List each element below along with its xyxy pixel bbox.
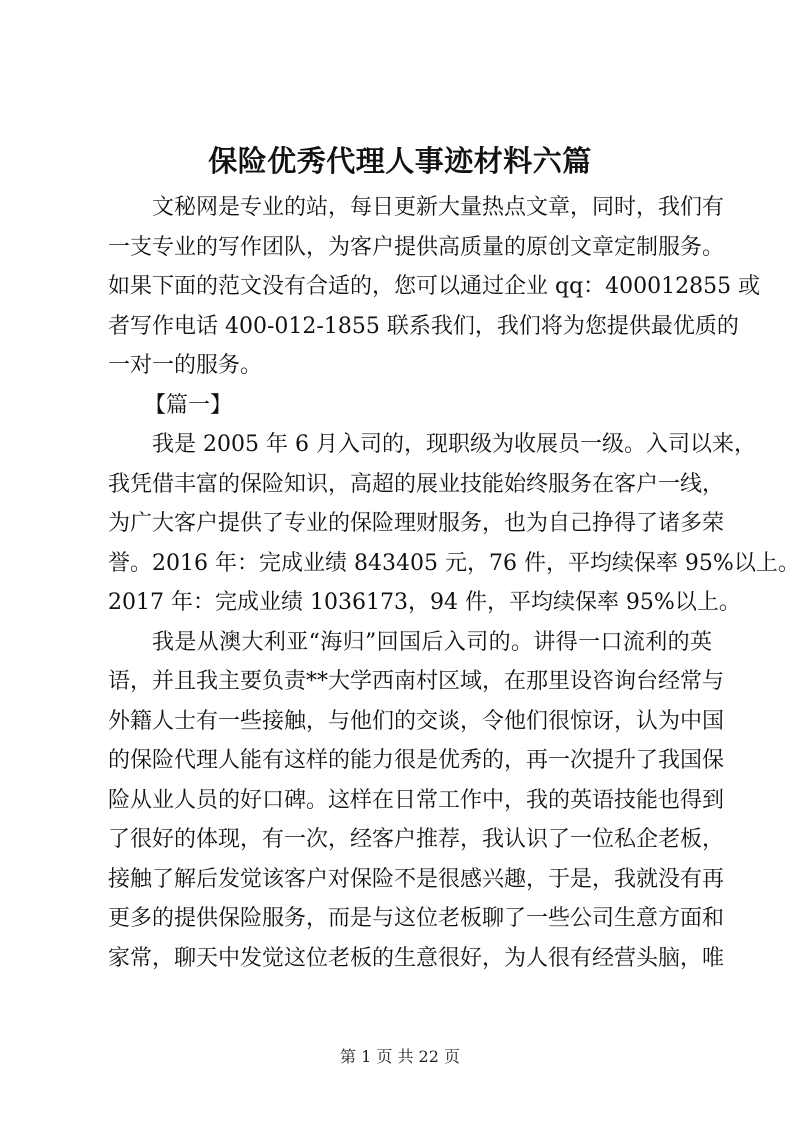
- text-line: 我凭借丰富的保险知识，高超的展业技能始终服务在客户一线，: [108, 471, 725, 497]
- text-line: 我是从澳大利亚“海归”回国后入司的。讲得一口流利的英: [152, 629, 712, 655]
- text-line: 外籍人士有一些接触，与他们的交谈，令他们很惊讶，认为中国: [108, 708, 725, 734]
- text-line: 的保险代理人能有这样的能力很是优秀的，再一次提升了我国保: [108, 748, 725, 773]
- body-paragraph: [108, 425, 800, 623]
- intro-paragraph: [108, 188, 761, 386]
- text-line: 语，并且我主要负责**大学西南村区域，在那里设咨询台经常与: [108, 669, 725, 694]
- text-line: 接触了解后发觉该客户对保险不是很感兴趣，于是，我就没有再: [108, 866, 725, 892]
- text-line: 我是 2005 年 6 月入司的，现职级为收展员一级。入司以来，: [152, 432, 756, 457]
- text-line: 2017 年：完成业绩 1036173，94 件，平均续保率 95%以上。: [108, 590, 741, 615]
- document-body: [108, 188, 800, 978]
- section-heading-text: 【篇一】: [144, 392, 233, 418]
- body-paragraph: [108, 623, 725, 979]
- text-line: 一对一的服务。: [108, 353, 263, 378]
- text-line: 更多的提供保险服务，而是与这位老板聊了一些公司生意方面和: [108, 906, 725, 931]
- text-line: 文秘网是专业的站，每日更新大量热点文章，同时，我们有: [152, 195, 725, 220]
- text-line: 一支专业的写作团队，为客户提供高质量的原创文章定制服务。: [108, 234, 725, 260]
- text-line: 誉。2016 年：完成业绩 843405 元，76 件，平均续保率 95%以上。: [108, 550, 800, 576]
- text-line: 险从业人员的好口碑。这样在日常工作中，我的英语技能也得到: [108, 787, 725, 813]
- text-line: 家常，聊天中发觉这位老板的生意很好，为人很有经营头脑，唯: [108, 945, 725, 971]
- text-line: 者写作电话 400-012-1855 联系我们，我们将为您提供最优质的: [108, 313, 739, 339]
- text-line: 为广大客户提供了专业的保险理财服务，也为自己挣得了诸多荣: [108, 511, 725, 536]
- text-line: 如果下面的范文没有合适的，您可以通过企业 qq：400012855 或: [108, 274, 761, 299]
- section-heading: [108, 386, 712, 426]
- text-line: 了很好的体现，有一次，经客户推荐，我认识了一位私企老板，: [108, 827, 725, 852]
- document-title: 保险优秀代理人事迹材料六篇: [208, 144, 592, 178]
- page-number-footer: 第 1 页 共 22 页: [340, 1047, 460, 1066]
